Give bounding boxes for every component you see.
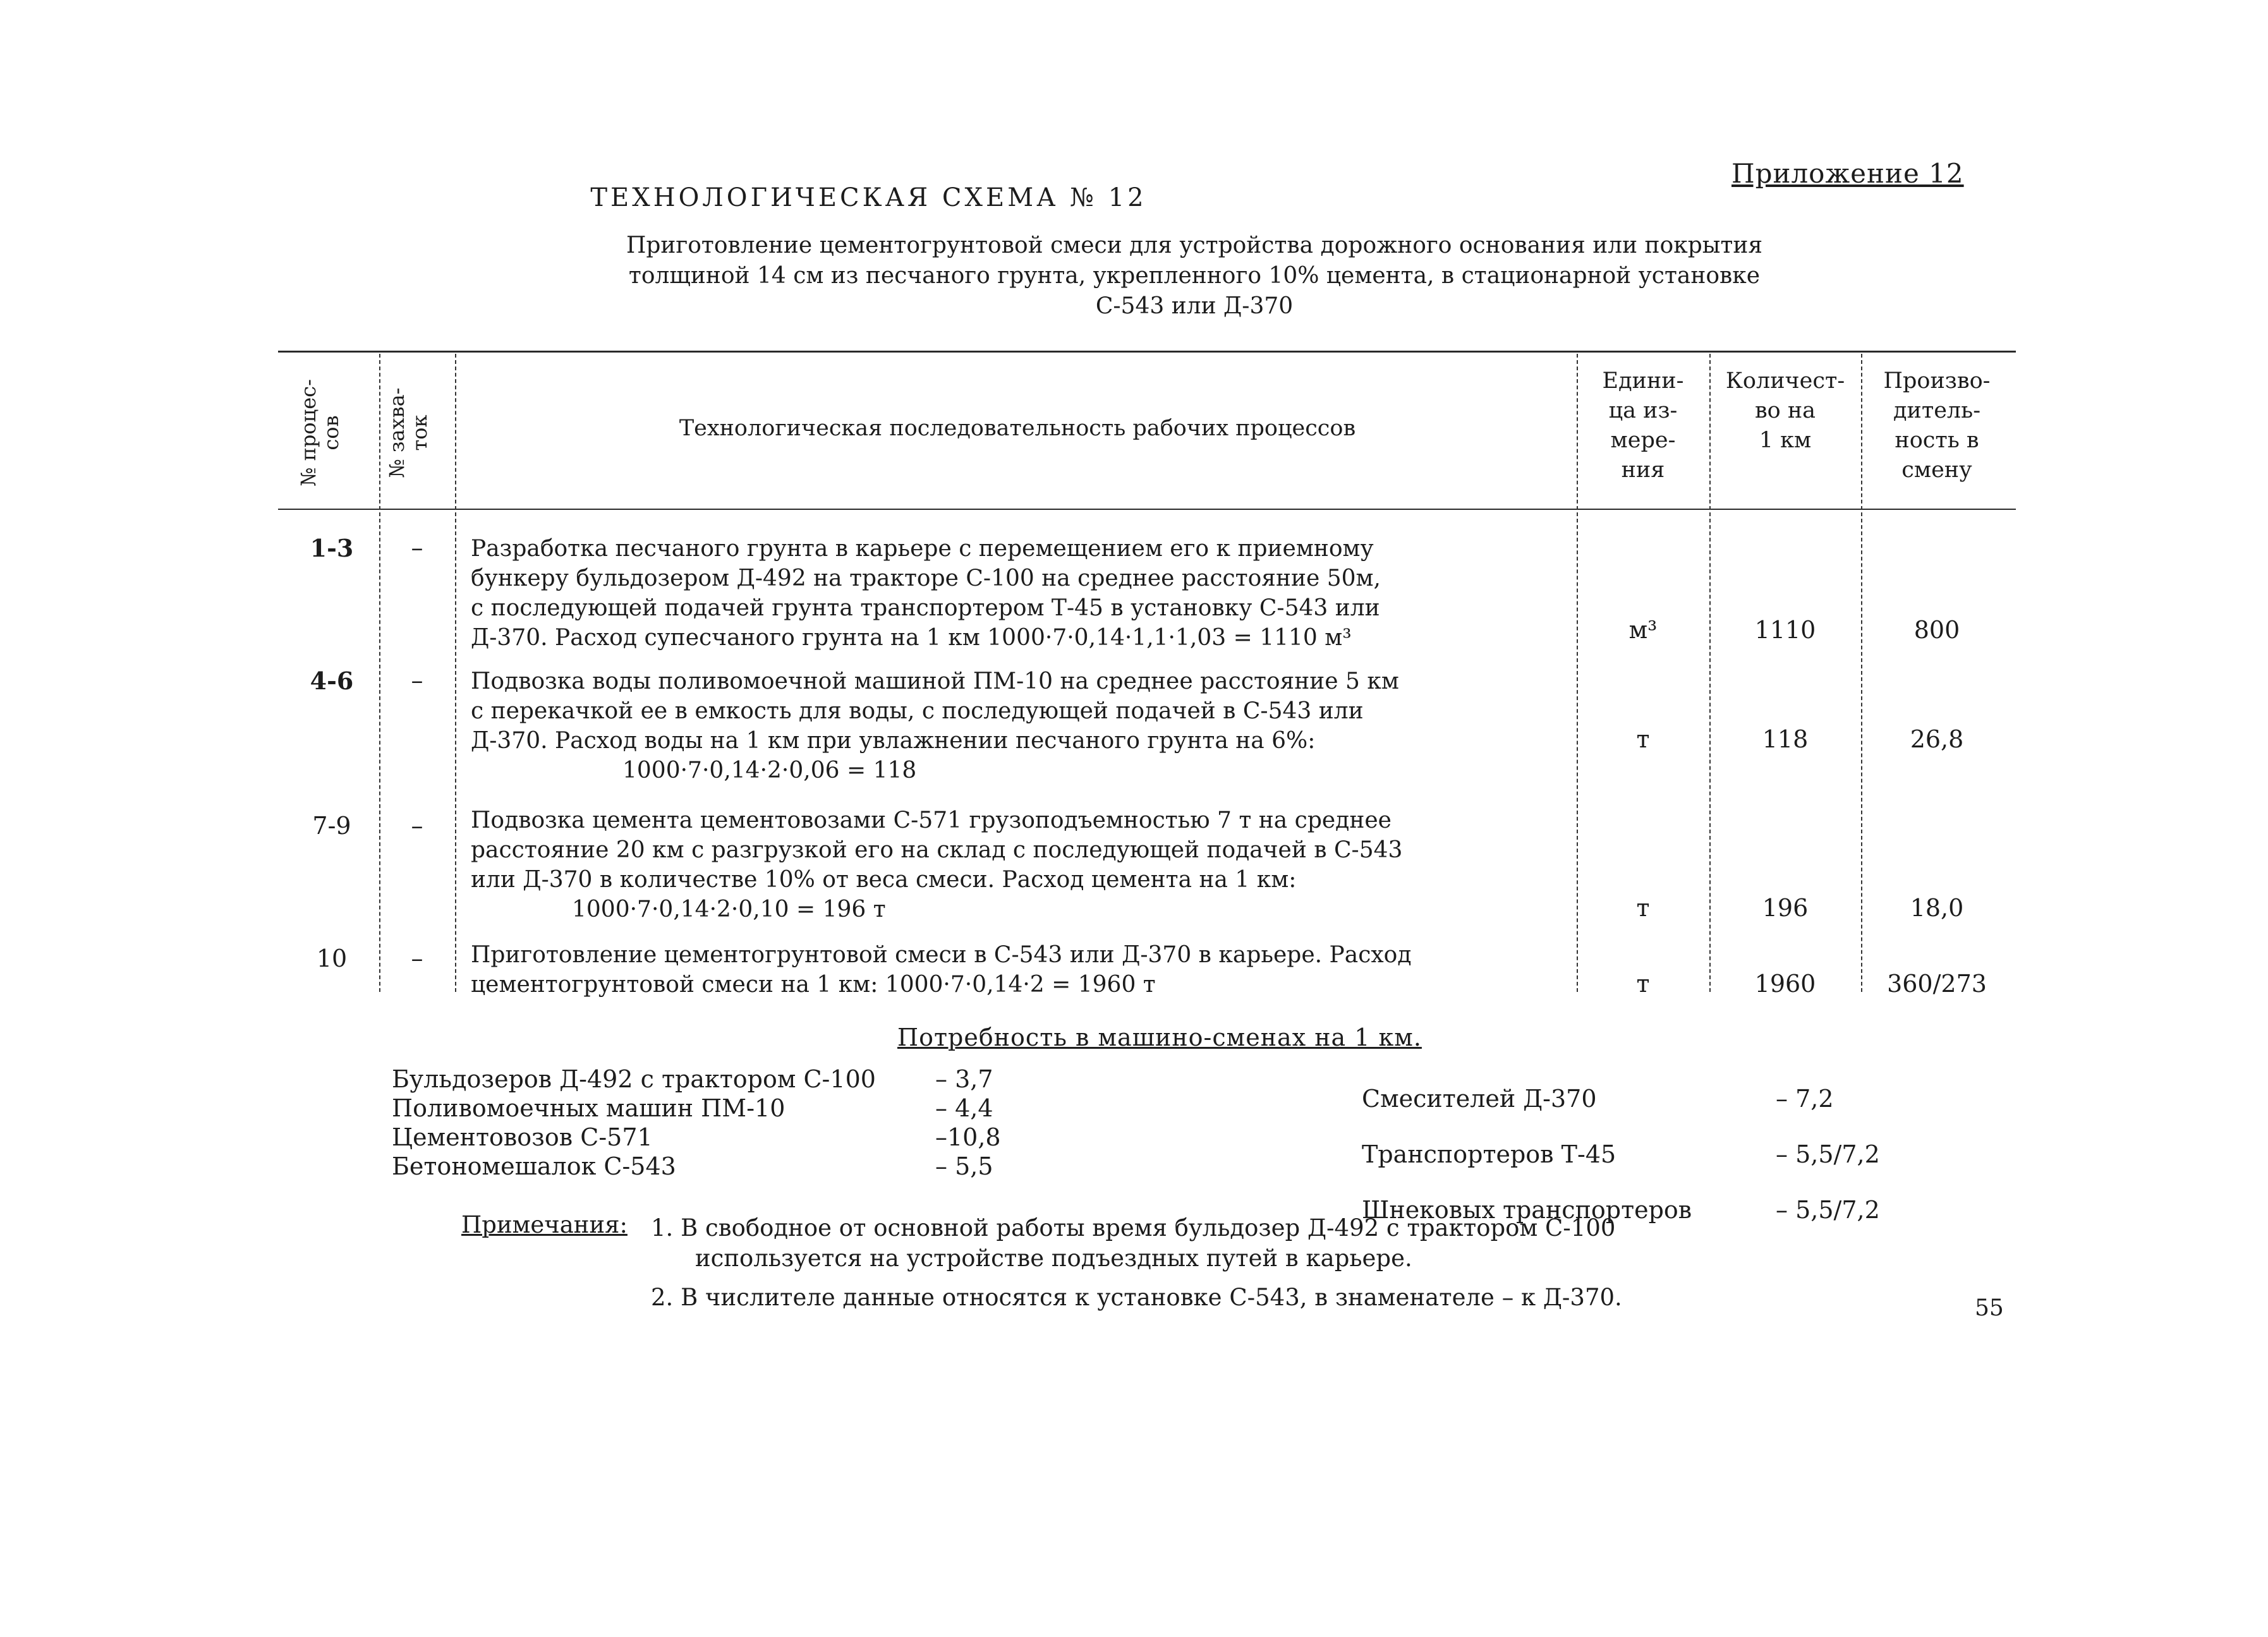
appendix-label: Приложение 12 (1731, 158, 1964, 189)
header-quantity: Количест- во на 1 км (1725, 368, 1845, 453)
row-captures: – (411, 534, 423, 562)
page-number: 55 (1975, 1295, 2004, 1321)
row-processes: 1-3 (310, 534, 354, 562)
row-description: Подвозка цемента цементовозами С-571 грузоподъемностью 7 т на среднее расстояние 20 км с разгрузкой его на склад с последующей подачей в С-543 или Д-370 в количестве 10% от веса смеси. Расход цемента на 1 км: 1000·7·0,14·2·0,10 = 196 т (471, 807, 1403, 922)
notes-label: Примечания: (461, 1211, 628, 1238)
needs-title: Потребность в машино-сменах на 1 км. (897, 1024, 1422, 1051)
subtitle-line-2: толщиной 14 см из песчаного грунта, укрепленного 10% цемента, в стационарной установке (628, 263, 1761, 289)
row-quantity: 1110 (1754, 616, 1816, 644)
row-unit: т (1636, 894, 1650, 922)
column-divider (1861, 354, 1862, 992)
header-productivity: Произво- дитель- ность в смену (1883, 368, 1991, 483)
scheme-title: ТЕХНОЛОГИЧЕСКАЯ СХЕМА № 12 (590, 183, 1147, 212)
row-processes: 10 (316, 945, 348, 972)
header-sequence: Технологическая последовательность рабочих процессов (679, 416, 1356, 441)
row-captures: – (411, 667, 423, 694)
needs-item-name: Транспортеров Т-45 (1362, 1140, 1616, 1168)
row-productivity: 18,0 (1910, 894, 1964, 922)
needs-left-names (392, 1065, 876, 1181)
column-divider (1709, 354, 1711, 992)
note-2: 2. В числителе данные относятся к установке С-543, в знаменателе – к Д-370. (651, 1284, 1622, 1311)
header-processes: № процес- сов (296, 379, 343, 486)
row-quantity: 1960 (1754, 970, 1816, 998)
column-divider (1577, 354, 1578, 992)
needs-item-value: – 7,2 (1776, 1085, 1834, 1113)
row-processes: 4-6 (310, 667, 354, 695)
needs-item-value: – 5,5/7,2 (1776, 1140, 1880, 1168)
needs-item-value: – 4,4 (935, 1094, 993, 1122)
row-unit: т (1636, 725, 1650, 753)
row-quantity: 118 (1762, 725, 1809, 753)
needs-item-name: Бетономешалок С-543 (392, 1152, 676, 1180)
needs-left-values (935, 1065, 1001, 1181)
note-1: 1. В свободное от основной работы время бульдозер Д-492 с трактором С-100 используется на устройстве подъездных путей в карьере. (651, 1214, 1616, 1272)
needs-item-value: – 3,7 (935, 1065, 993, 1093)
column-divider (455, 354, 456, 992)
needs-item-name: Поливомоечных машин ПМ-10 (392, 1094, 785, 1122)
subtitle (543, 231, 1845, 322)
row-productivity: 800 (1913, 616, 1960, 644)
row-productivity: 360/273 (1887, 970, 1987, 998)
needs-right-values (1776, 1071, 1880, 1238)
table-top-rule (278, 351, 2016, 353)
row-description: Подвозка воды поливомоечной машиной ПМ-10 на среднее расстояние 5 км с перекачкой ее в емкость для воды, с последующей подачей в С-543 или Д-370. Расход воды на 1 км при увлажнении песчаного грунта на 6%: 1000·7·0,14·2·0,06 = 118 (471, 668, 1399, 783)
row-processes: 7-9 (312, 812, 351, 840)
row-description: Приготовление цементогрунтовой смеси в С-543 или Д-370 в карьере. Расход цементогрунтовой смеси на 1 км: 1000·7·0,14·2 = 1960 т (471, 942, 1412, 998)
subtitle-line-1: Приготовление цементогрунтовой смеси для устройства дорожного основания или покрытия (626, 233, 1763, 258)
needs-item-value: – 5,5 (935, 1152, 993, 1180)
row-productivity: 26,8 (1910, 725, 1964, 753)
row-captures: – (411, 812, 423, 840)
needs-item-name: Бульдозеров Д-492 с трактором С-100 (392, 1065, 876, 1093)
table-header-rule (278, 509, 2016, 510)
needs-item-name: Цементовозов С-571 (392, 1123, 653, 1151)
needs-item-name: Смесителей Д-370 (1362, 1085, 1597, 1113)
header-unit: Едини- ца из- мере- ния (1602, 368, 1684, 483)
needs-item-value: –10,8 (935, 1123, 1001, 1151)
row-quantity: 196 (1762, 894, 1809, 922)
row-captures: – (411, 945, 423, 972)
needs-item-name: Шнековых транспортеров (1362, 1196, 1692, 1224)
row-description: Разработка песчаного грунта в карьере с перемещением его к приемному бункеру бульдозером Д-492 на тракторе С-100 на среднее расстояние 50м, с последующей подачей грунта транспортером Т-45 в установку С-543 или Д-370. Расход супесчаного грунта на 1 км 1000·7·0,14·1,1·1,03 = 1110 м³ (471, 536, 1381, 651)
row-unit: м³ (1628, 616, 1658, 644)
subtitle-line-3: С-543 или Д-370 (1095, 293, 1294, 319)
column-divider (379, 354, 380, 992)
needs-item-value: – 5,5/7,2 (1776, 1196, 1880, 1224)
header-captures: № захва- ток (385, 387, 432, 478)
row-unit: т (1636, 970, 1650, 998)
